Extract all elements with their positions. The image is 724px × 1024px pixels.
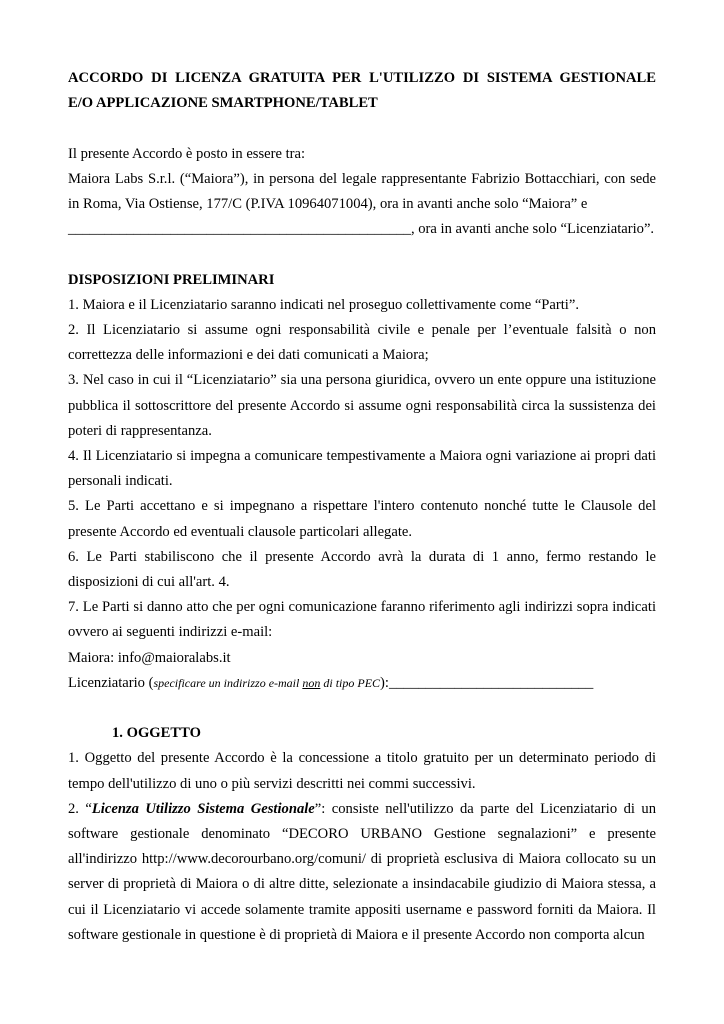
preliminary-item: 1. Maiora e il Licenziatario saranno indicati nel proseguo collettivamente come “Parti”. bbox=[68, 296, 579, 313]
item-2-prefix: 2. “ bbox=[68, 800, 92, 817]
preliminary-item: 5. Le Parti accettano e si impegnano a rispettare l'intero contenuto nonché tutte le Clausole del presente Accordo ed eventuali clausole particolari allegate. bbox=[68, 498, 656, 540]
preliminary-item: 2. Il Licenziatario si assume ogni responsabilità civile e penale per l’eventuale falsità o non correttezza delle informazioni e dei dati comunicati a Maiora; bbox=[68, 322, 656, 364]
item-2-body: ”: consiste nell'utilizzo da parte del Licenziatario di un software gestionale denominato “DECORO URBANO Gestione segnalazioni” e presente all'indirizzo http://www.decorourbano.org/comuni/ di proprietà esclusiva di Maiora collocato su un server di proprietà di Maiora o di altre ditte, selezionate a insindacabile giudizio di Maiora stessa, a cui il Licenziatario vi accede solamente tramite appositi username e password forniti da Maiora. Il software gestionale in questione è di proprietà di Maiora e il presente Accordo non comporta alcun bbox=[68, 800, 656, 943]
title-line-1: ACCORDO DI LICENZA GRATUITA PER L'UTILIZZO DI SISTEMA GESTIONALE bbox=[68, 70, 656, 86]
preliminary-item: 6. Le Parti stabiliscono che il presente Accordo avrà la durata di 1 anno, fermo restando le disposizioni di cui all'art. 4. bbox=[68, 548, 656, 591]
title-line-2: E/O APPLICAZIONE SMARTPHONE/TABLET bbox=[68, 95, 378, 112]
preliminary-item: 7. Le Parti si danno atto che per ogni comunicazione faranno riferimento agli indirizzi sopra indicati ovvero ai seguenti indirizzi e-mail: bbox=[68, 599, 656, 641]
intro-paragraph-3: _______________________________________________, ora in avanti anche solo “Licenziatario”. bbox=[68, 221, 655, 238]
document-page bbox=[68, 66, 656, 948]
intro-paragraph-2: Maiora Labs S.r.l. (“Maiora”), in persona del legale rappresentante Fabrizio Bottacchiari, con sede in Roma, Via Ostiense, 177/C (P.IVA 10964071004), ora in avanti anche solo “Maiora” e bbox=[68, 170, 656, 212]
intro-paragraph-1: Il presente Accordo è posto in essere tra: bbox=[68, 145, 306, 162]
preliminary-heading: DISPOSIZIONI PRELIMINARI bbox=[68, 271, 275, 288]
document-title bbox=[68, 66, 656, 116]
preliminary-item: 4. Il Licenziatario si impegna a comunicare tempestivamente a Maiora ogni variazione ai propri dati personali indicati. bbox=[68, 448, 656, 490]
licensee-note-a: specificare un indirizzo e-mail bbox=[153, 675, 303, 690]
licensee-note-b: non bbox=[302, 675, 321, 690]
licensee-email-line bbox=[68, 671, 656, 696]
item-2-term: Licenza Utilizzo Sistema Gestionale bbox=[91, 800, 315, 817]
section-1-item-2 bbox=[68, 797, 656, 948]
maiora-email-line: Maiora: info@maioralabs.it bbox=[68, 649, 231, 666]
licensee-label: Licenziatario ( bbox=[68, 674, 154, 691]
licensee-note-c: di tipo PEC bbox=[320, 675, 381, 690]
section-1-item-1: 1. Oggetto del presente Accordo è la concessione a titolo gratuito per un determinato periodo di tempo dell'utilizzo di uno o più servizi descritti nei commi successivi. bbox=[68, 750, 656, 792]
licensee-blank: ):____________________________ bbox=[380, 674, 594, 691]
section-1-heading: 1. OGGETTO bbox=[112, 725, 201, 742]
preliminary-item: 3. Nel caso in cui il “Licenziatario” sia una persona giuridica, ovvero un ente oppure una istituzione pubblica il sottoscrittore del presente Accordo si assume ogni responsabilità circa la sussistenza dei poteri di rappresentanza. bbox=[68, 372, 656, 439]
